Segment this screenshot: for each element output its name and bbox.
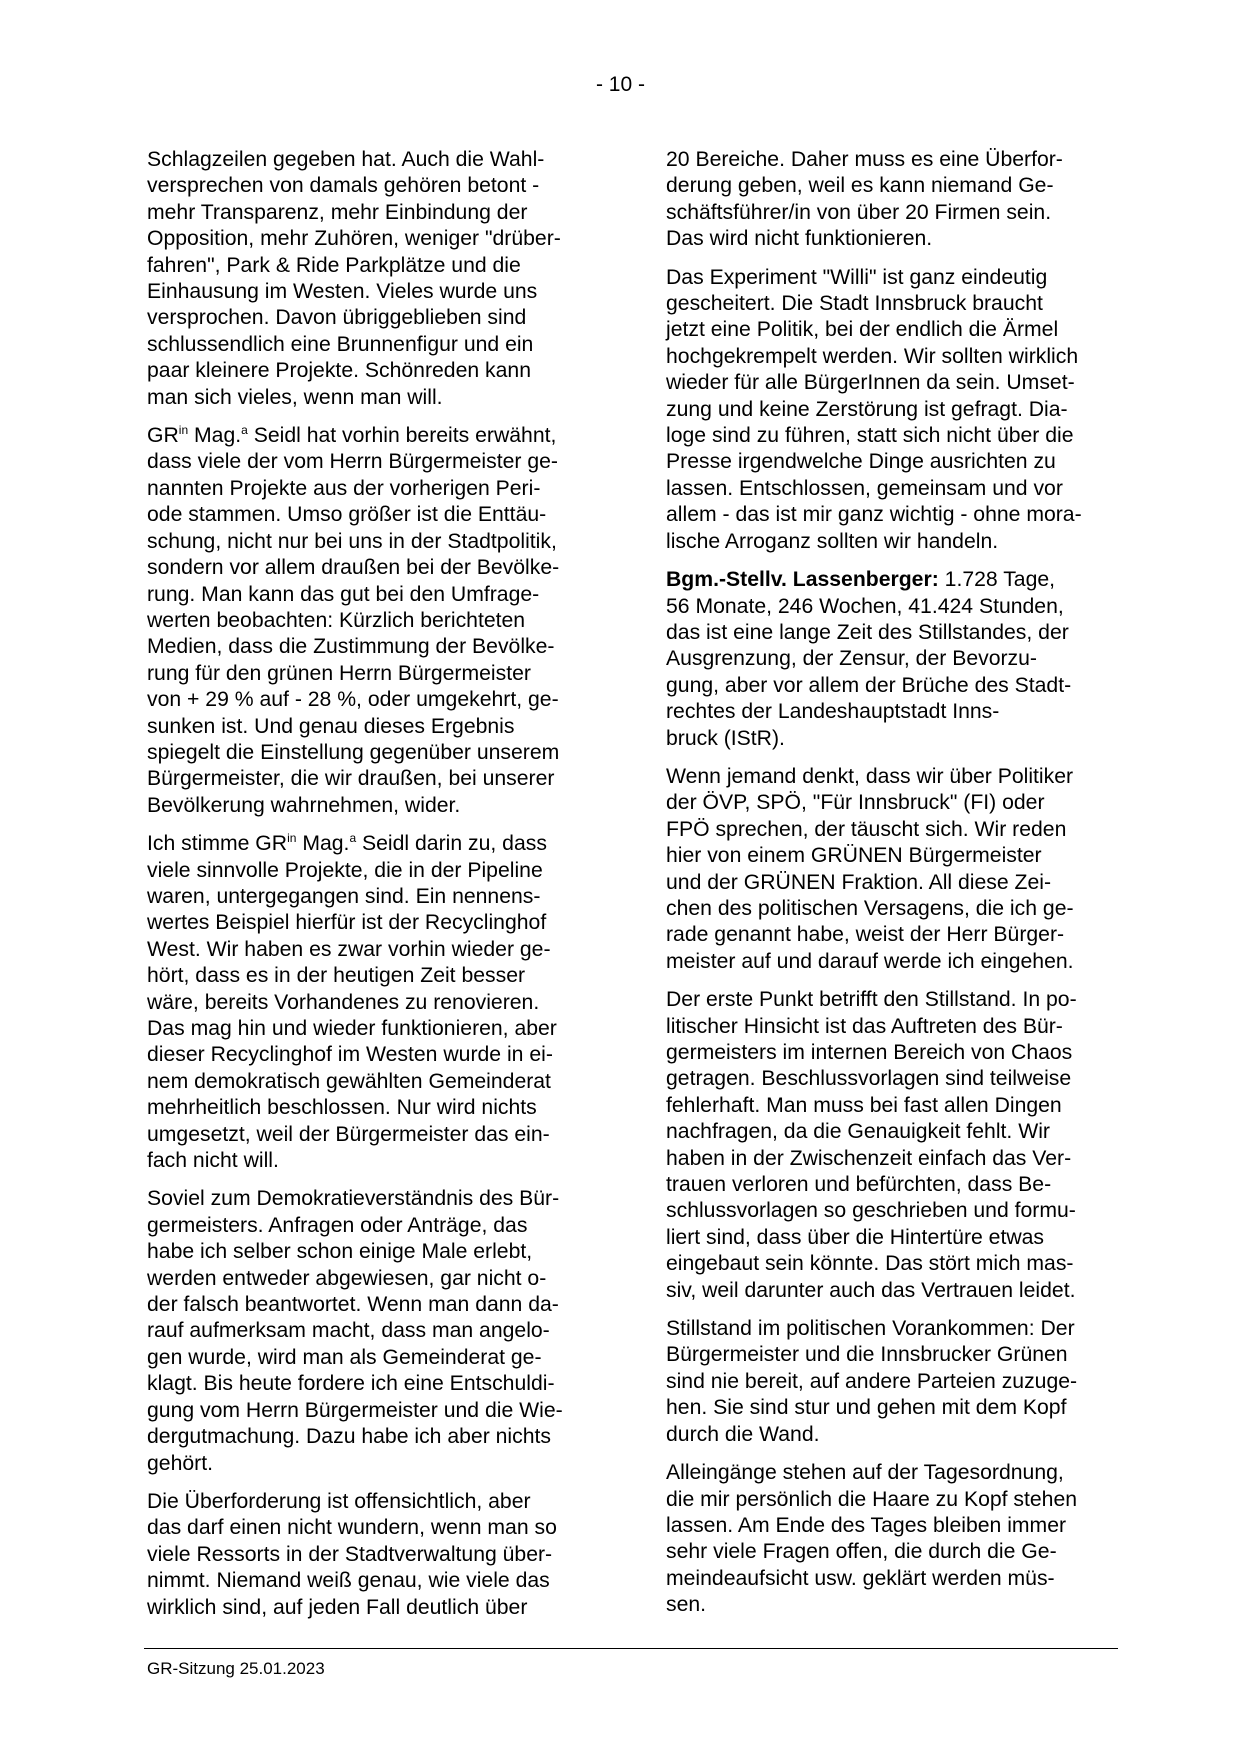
text-run: Seidl darin zu, dass viele sinnvolle Projekte, die in der Pipeline waren, untergegangen sind. Ein nennens- wertes Beispiel hierfür ist der Recyclinghof West. Wir haben es zwar vorhin wieder ge- hört, dass es in der heutigen Zeit besser wäre, bereits Vorhandenes zu renovieren. Das mag hin und wieder funktionieren, aber dieser Recyclinghof im Westen wurde in ei- nem demokratisch gewählten Gemeinderat mehrheitlich beschlossen. Nur wird nichts umgesetzt, weil der Bürgermeister das ein- fach nicht will. [147,832,557,1173]
text-run: Mag. [188,424,242,448]
superscript: a [349,831,357,846]
paragraph: 20 Bereiche. Daher muss es eine Überfor- derung geben, weil es kann niemand Ge- schäftsführer/in von über 20 Firmen sein. Das wird nicht funktionieren. [666,148,1063,251]
footer-divider [144,1648,1118,1649]
text-run: Seidl hat vorhin bereits erwähnt, dass viele der vom Herrn Bürgermeister ge- nannten Projekte aus der vorherigen Peri- ode stammen. Umso größer ist die Enttäu- schung, nicht nur bei uns in der Stadtpolitik, sondern vor allem draußen bei der Bevölke- rung. Man kann das gut bei den Umfrage- werten beobachten: Kürzlich berichteten Medien, dass die Zustimmung der Bevölke- rung für den grünen Herrn Bürgermeister von + 29 % auf - 28 %, oder umgekehrt, ge- sunken ist. Und genau dieses Ergebnis spiegelt die Einstellung gegenüber unserem Bürgermeister, die wir draußen, bei unserer Bevölkerung wahrnehmen, wider. [147,424,560,817]
paragraph [666,567,1116,752]
paragraph: Die Überforderung ist offensichtlich, aber das darf einen nicht wundern, wenn man so viele Ressorts in der Stadtverwaltung über- nimmt. Niemand weiß genau, wie viele das wirklich sind, auf jeden Fall deutlich über [147,1489,557,1619]
speaker-name: Bgm.-Stellv. Lassenberger: [666,568,939,592]
paragraph: Stillstand im politischen Vorankommen: Der Bürgermeister und die Innsbrucker Grünen sind nie bereit, auf andere Parteien zuzuge- hen. Sie sind stur und gehen mit dem Kopf durch die Wand. [666,1317,1078,1446]
paragraph: Der erste Punkt betrifft den Stillstand. In po- litischer Hinsicht ist das Auftreten des Bür- germeisters im internen Bereich von Chaos getragen. Beschlussvorlagen sind teilweise fehlerhaft. Man muss bei fast allen Dingen nachfragen, da die Genauigkeit fehlt. Wir haben in der Zwischenzeit einfach das Ver- trauen verloren und befürchten, dass Be- schlussvorlagen so geschrieben und formu- liert sind, dass über die Hintertüre etwas eingebaut sein könnte. Das stört mich mas- siv, weil darunter auch das Vertrauen leidet. [666,988,1077,1302]
paragraph: Schlagzeilen gegeben hat. Auch die Wahl- versprechen von damals gehören betont - mehr Transparenz, mehr Einbindung der Opposition, mehr Zuhören, weniger "drüber- fahren", Park & Ride Parkplätze und die Einhausung im Westen. Vieles wurde uns versprochen. Davon übriggeblieben sind schlussendlich eine Brunnenfigur und ein paar kleinere Projekte. Schönreden kann man sich vieles, wenn man will. [147,148,561,409]
paragraph: Wenn jemand denkt, dass wir über Politiker der ÖVP, SPÖ, "Für Innsbruck" (FI) oder FPÖ sprechen, der täuscht sich. Wir reden hier von einem GRÜNEN Bürgermeister und der GRÜNEN Fraktion. All diese Zei- chen des politischen Versagens, die ich ge- rade genannt habe, weist der Herr Bürger- meister auf und darauf werde ich eingehen. [666,764,1074,973]
footer-text: GR-Sitzung 25.01.2023 [147,1659,325,1678]
paragraph [147,423,587,819]
text-run: 1.728 Tage, 56 Monate, 246 Wochen, 41.424 Stunden, das ist eine lange Zeit des Stillstandes, der Ausgrenzung, der Zensur, der Bevorzu- gung, aber vor allem der Brüche des Stadt- rechtes der Landeshauptstadt Inns- bruck (IStR). [666,568,1072,750]
superscript: a [241,423,248,438]
left-column [147,147,587,1633]
page-number: - 10 - [595,73,645,96]
superscript: in [178,423,189,438]
text-run: GR [147,424,179,448]
text-run: Ich stimme GR [147,832,288,856]
paragraph: Soviel zum Demokratieverständnis des Bür- germeisters. Anfragen oder Anträge, das habe ich selber schon einige Male erlebt, werden entweder abgewiesen, gar nicht o- der falsch beantwortet. Wenn man dann da- rauf aufmerksam macht, dass man angelo- gen wurde, wird man als Gemeinderat ge- klagt. Bis heute fordere ich eine Entschuldi- gung vom Herrn Bürgermeister und die Wie- dergutmachung. Dazu habe ich aber nichts gehört. [147,1187,563,1475]
paragraph: Das Experiment "Willi" ist ganz eindeutig gescheitert. Die Stadt Innsbruck braucht jetzt eine Politik, bei der endlich die Ärmel hochgekrempelt werden. Wir sollten wirklich wieder für alle BürgerInnen da sein. Umset- zung und keine Zerstörung ist gefragt. Dia- loge sind zu führen, statt sich nicht über die Presse irgendwelche Dinge ausrichten zu lassen. Entschlossen, gemeinsam und vor allem - das ist mir ganz wichtig - ohne mora- lische Arroganz sollten wir handeln. [666,265,1082,553]
text-run: Mag. [296,832,350,856]
paragraph [147,831,587,1174]
paragraph: Alleingänge stehen auf der Tagesordnung, die mir persönlich die Haare zu Kopf stehen lassen. Am Ende des Tages bleiben immer sehr viele Fragen offen, die durch die Ge- meindeaufsicht usw. geklärt werden müs- sen. [666,1461,1078,1617]
superscript: in [287,831,297,846]
right-column [666,147,1116,1631]
